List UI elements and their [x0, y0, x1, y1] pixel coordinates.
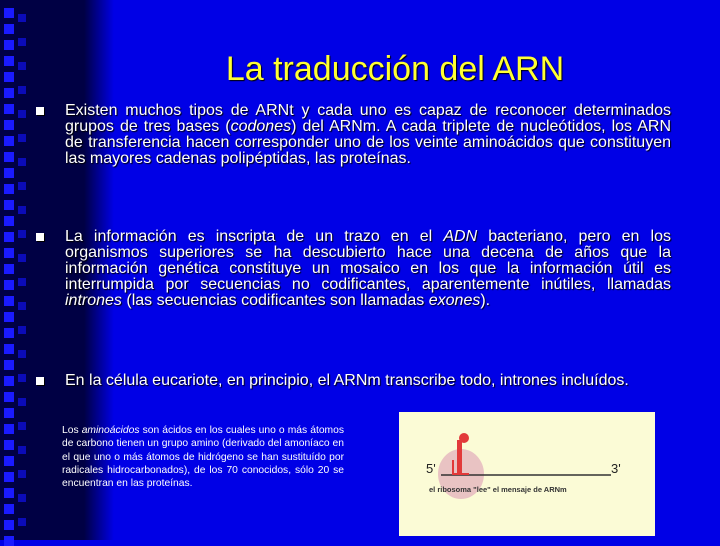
decorative-square — [18, 134, 26, 142]
label-5-prime: 5' — [426, 461, 436, 476]
decorative-square — [4, 520, 14, 530]
decorative-square — [4, 472, 14, 482]
decorative-square — [4, 264, 14, 274]
decorative-square — [4, 152, 14, 162]
decorative-square — [4, 488, 14, 498]
decorative-square — [18, 470, 26, 478]
decorative-square — [4, 200, 14, 210]
ribosome-figure — [399, 412, 655, 536]
decorative-square — [18, 302, 26, 310]
decorative-square — [18, 110, 26, 118]
italic-term: exones — [428, 292, 481, 309]
decorative-square — [18, 38, 26, 46]
decorative-square — [4, 248, 14, 258]
text-run: bacteriano, pero en los organismos superiores se ha descubierto hace una decena de años que la información genética constituye un mosaico en los que la información útil es interrumpida por secuencias no codificantes, aparentemente inútiles, llamadas — [65, 228, 672, 293]
italic-term: aminoácidos — [81, 425, 140, 436]
decorative-square — [18, 254, 26, 262]
trna-head — [459, 433, 469, 443]
decorative-square — [4, 536, 14, 546]
decorative-square — [4, 216, 14, 226]
decorative-square — [18, 326, 26, 334]
decorative-square — [4, 440, 14, 450]
decorative-square — [18, 398, 26, 406]
square-bullet-icon — [36, 107, 44, 115]
decorative-square — [4, 424, 14, 434]
decorative-square — [18, 446, 26, 454]
decorative-square — [18, 206, 26, 214]
label-3-prime: 3' — [611, 461, 621, 476]
text-run: En la célula eucariote, en principio, el ARNm transcribe todo, intrones incluídos. — [65, 372, 629, 389]
text-run: Existen muchos tipos de ARNt y cada uno es capaz de reconocer determinados grupos de tres bases ( — [65, 102, 671, 135]
bullet-text — [65, 103, 671, 167]
decorative-square — [18, 182, 26, 190]
bullet-text — [65, 229, 671, 309]
decorative-square — [4, 136, 14, 146]
decorative-square — [4, 24, 14, 34]
trna-stem — [457, 440, 462, 474]
decorative-square — [4, 120, 14, 130]
decorative-square — [4, 392, 14, 402]
decorative-square — [4, 104, 14, 114]
decorative-square — [4, 184, 14, 194]
decorative-square — [4, 168, 14, 178]
italic-term: intrones — [65, 292, 122, 309]
aminoacid-footnote — [62, 424, 344, 490]
decorative-square — [18, 374, 26, 382]
text-run: ). — [480, 292, 491, 309]
ribosome-diagram — [399, 412, 655, 536]
bullet-text — [65, 373, 671, 389]
text-run: Los — [62, 425, 82, 436]
decorative-square — [18, 422, 26, 430]
decorative-square — [4, 456, 14, 466]
decorative-square — [4, 280, 14, 290]
decorative-square — [4, 88, 14, 98]
decorative-square — [18, 158, 26, 166]
text-run: (las secuencias codificantes son llamadas — [121, 292, 429, 309]
decorative-square — [4, 328, 14, 338]
decorative-square — [4, 376, 14, 386]
decorative-square — [18, 518, 26, 526]
decorative-square — [18, 14, 26, 22]
decorative-square — [18, 278, 26, 286]
decorative-square — [4, 504, 14, 514]
italic-term: ADN — [443, 228, 478, 245]
decorative-square — [4, 344, 14, 354]
decorative-square — [4, 296, 14, 306]
decorative-square — [18, 230, 26, 238]
square-bullet-icon — [36, 233, 44, 241]
decorative-square — [4, 360, 14, 370]
decorative-square — [4, 232, 14, 242]
text-run: son ácidos en los cuales uno o más átomos de carbono tienen un grupo amino (derivado del amoníaco en el que uno o más átomos de hidrógeno se han sustituído por radicales hidrocarbonados), de los 70 conocidos, sólo 20 se encuentran en las proteínas. — [62, 425, 345, 490]
text-run: La información es inscripta de un trazo en el — [65, 228, 444, 245]
text-run: ) del ARNm. A cada triplete de nucleótidos, los ARN de transferencia hacen corresponder uno de los veinte aminoácidos que constituyen las mayores cadenas polipéptidas, las proteínas. — [65, 118, 671, 167]
decorative-square — [4, 408, 14, 418]
decorative-square — [4, 40, 14, 50]
decorative-square — [18, 494, 26, 502]
figure-caption: el ribosoma "lee" el mensaje de ARNm — [429, 485, 567, 494]
decorative-square — [4, 8, 14, 18]
decorative-square — [4, 312, 14, 322]
italic-term: codones — [230, 118, 292, 135]
decorative-square — [18, 350, 26, 358]
slide-title: La traducción del ARN — [225, 50, 565, 88]
square-bullet-icon — [36, 377, 44, 385]
